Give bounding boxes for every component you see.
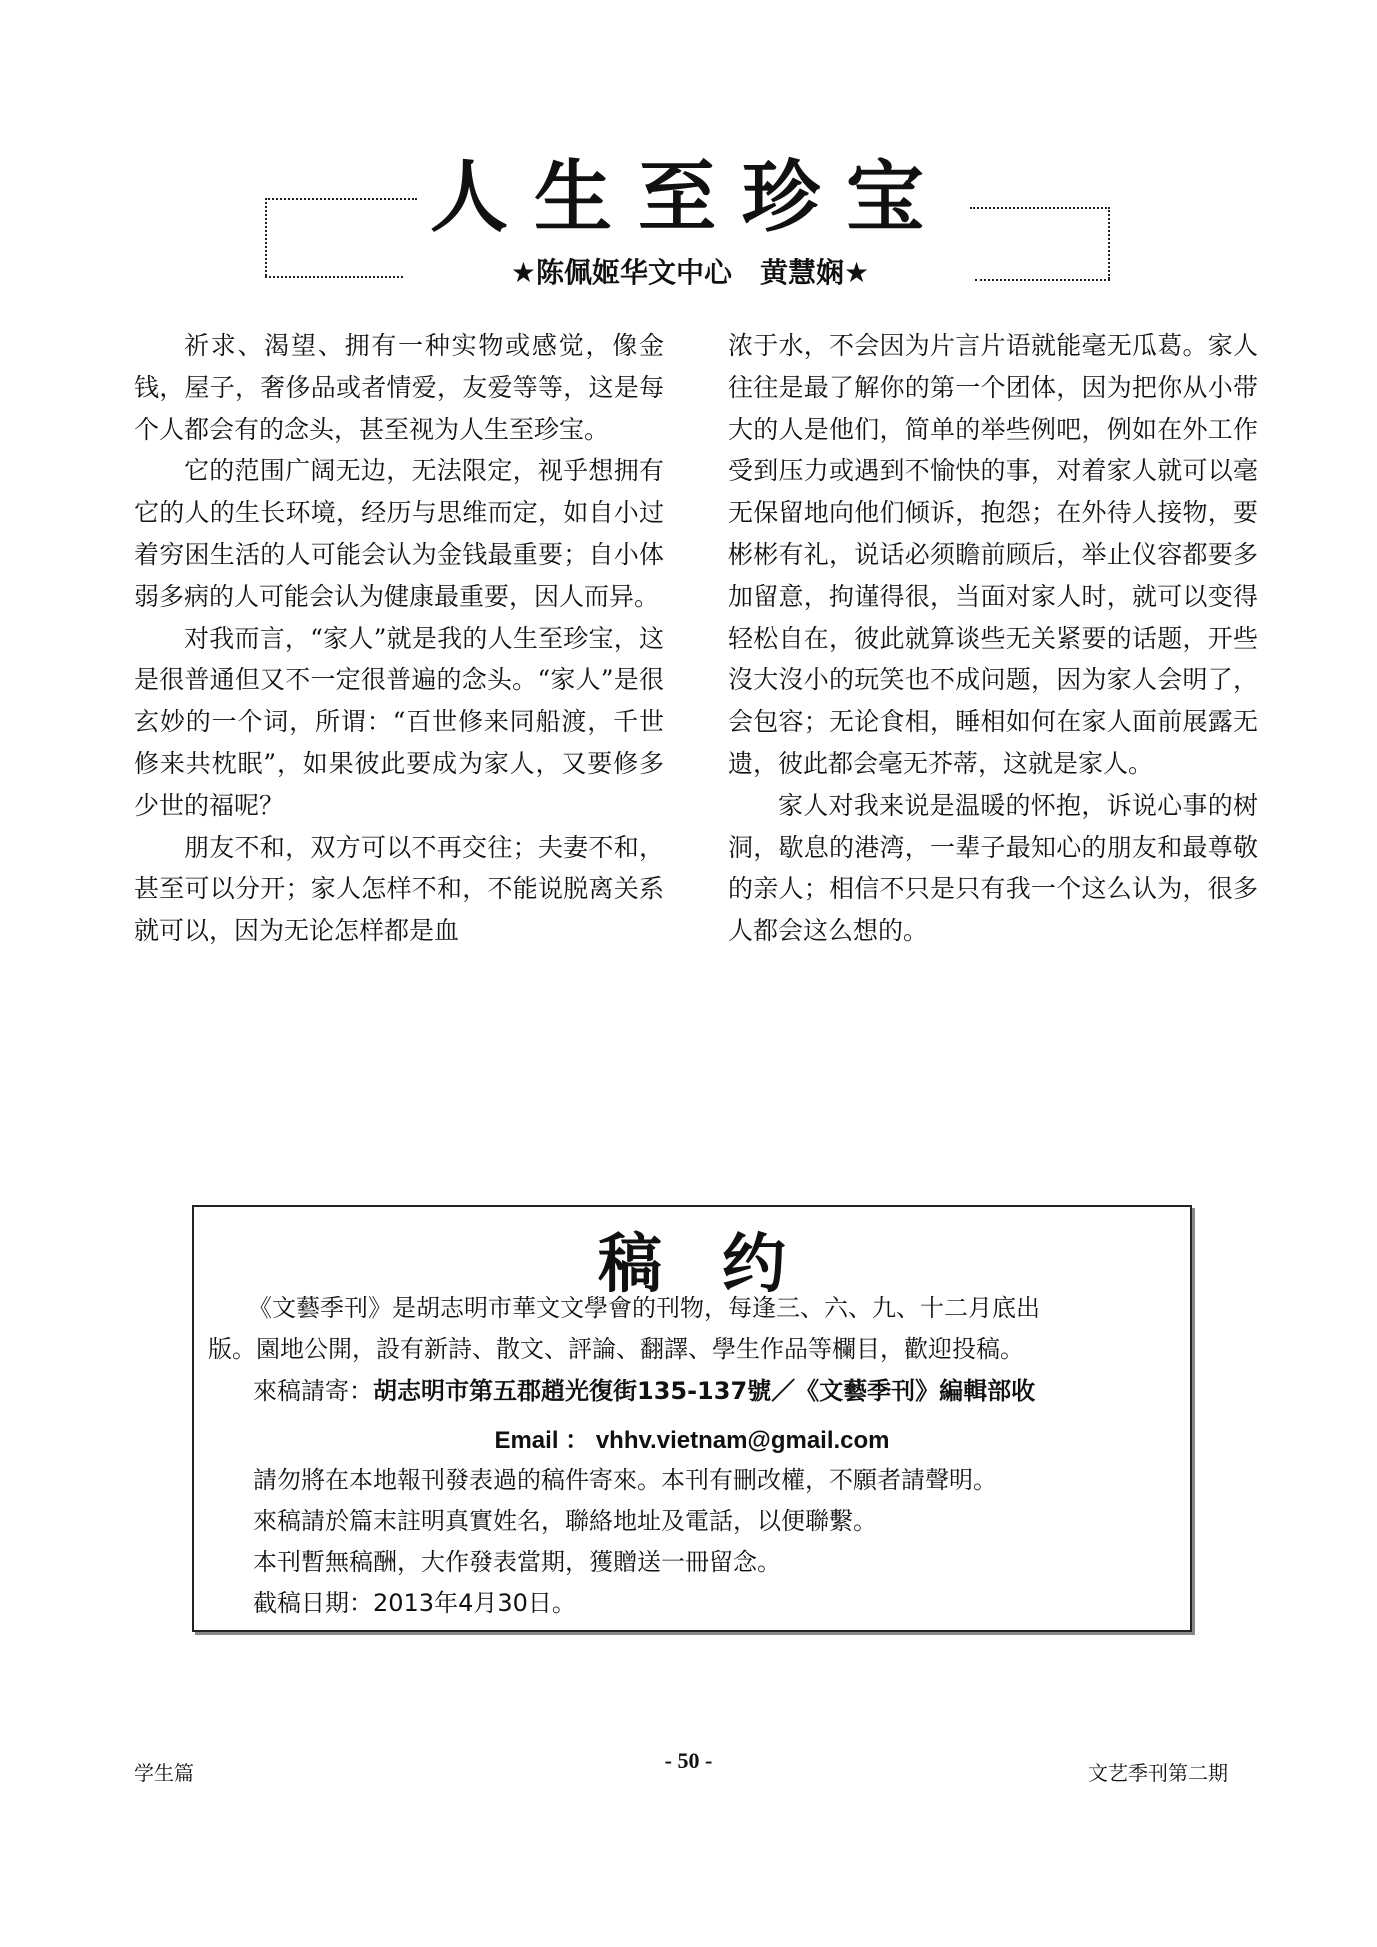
notice-address-label: 來稿請寄： [253,1377,373,1405]
notice-line-5: 請勿將在本地報刊發表過的稿件寄來。本刊有刪改權，不願者請聲明。 [253,1466,997,1494]
footer-page-number: - 50 - [664,1748,713,1773]
title-frame-left-bottom [265,276,403,278]
article-title: 人生至珍宝 [429,153,950,243]
paragraph: 家人对我来说是温暖的怀抱，诉说心事的树洞，歇息的港湾，一辈子最知心的朋友和最尊敬的亲人；相信不只是只有我一个这么认为，很多人都会这么想的。 [728,790,1258,946]
notice-line-2: 版。園地公開，設有新詩、散文、評論、翻譯、學生作品等欄目，歡迎投稿。 [208,1335,1024,1363]
article-column-left [134,325,664,952]
paragraph: 朋友不和，双方可以不再交往；夫妻不和，甚至可以分开；家人怎样不和，不能说脱离关系就可以，因为无论怎样都是血 [134,832,664,946]
notice-line-7: 本刊暫無稿酬，大作發表當期，獲贈送一冊留念。 [253,1548,781,1576]
title-frame-right-top [970,207,1110,209]
article-column-right [728,325,1258,952]
notice-title: 稿约 [598,1227,846,1302]
title-frame-right-vertical [1108,207,1110,279]
title-frame-left-vertical [265,198,267,276]
notice-line-6: 來稿請於篇末註明真實姓名，聯絡地址及電話，以便聯繫。 [253,1507,877,1535]
notice-address: 胡志明市第五郡趙光復街135-137號／《文藝季刊》編輯部收 [373,1377,1036,1405]
notice-line-1: 《文藝季刊》是胡志明市華文文學會的刊物，每逢三、六、九、十二月底出 [248,1294,1040,1322]
title-frame-left-top [265,198,417,200]
notice-email: Email ： vhhv.vietnam@gmail.com [494,1427,890,1454]
notice-address-line [253,1371,1035,1406]
article-byline: ★陈佩姬华文中心 黄慧娴★ [510,256,870,289]
paragraph: 它的范围广阔无边，无法限定，视乎想拥有它的人的生长环境，经历与思维而定，如自小过着穷困生活的人可能会认为金钱最重要；自小体弱多病的人可能会认为健康最重要，因人而异。 [134,456,664,611]
title-frame-right-bottom [975,279,1110,281]
paragraph: 祈求、渴望、拥有一种实物或感觉，像金钱，屋子，奢侈品或者情爱，友爱等等，这是每个人都会有的念头，甚至视为人生至珍宝。 [134,331,664,444]
footer-publication: 文艺季刊第二期 [1088,1761,1228,1785]
paragraph: 浓于水，不会因为片言片语就能毫无瓜葛。家人往往是最了解你的第一个团体，因为把你从小带大的人是他们，简单的举些例吧，例如在外工作受到压力或遇到不愉快的事，对着家人就可以毫无保留地向他们倾诉，抱怨；在外待人接物，要彬彬有礼，说话必须瞻前顾后，举止仪容都要多加留意，拘谨得很，当面对家人时，就可以变得轻松自在，彼此就算谈些无关紧要的话题，开些沒大沒小的玩笑也不成问题，因为家人会明了，会包容；无论食相，睡相如何在家人面前展露无遗，彼此都会毫无芥蒂，这就是家人。 [728,331,1258,778]
notice-deadline: 截稿日期：2013年4月30日。 [253,1589,576,1617]
footer-section: 学生篇 [134,1761,194,1785]
paragraph: 对我而言，“家人”就是我的人生至珍宝，这是很普通但又不一定很普遍的念头。“家人”是很玄妙的一个词，所谓：“百世修来同船渡，千世修来共枕眠”，如果彼此要成为家人，又要修多少世的福呢？ [134,623,664,820]
